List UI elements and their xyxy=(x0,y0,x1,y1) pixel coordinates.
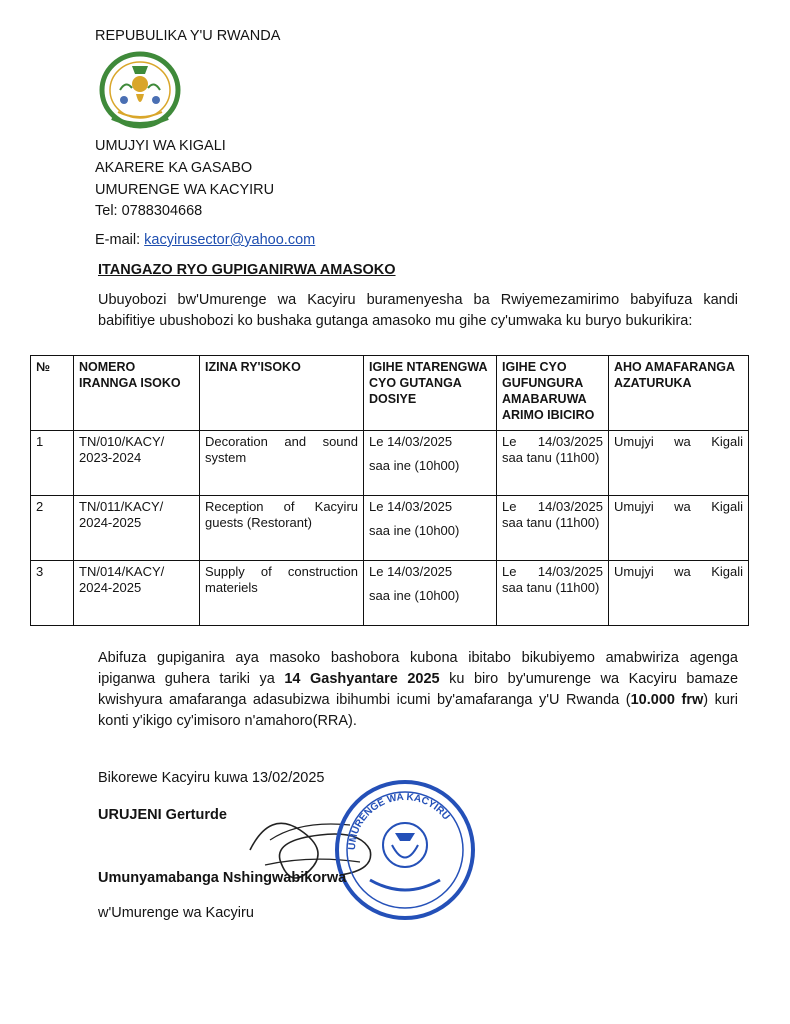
row-funding-source: Umujyi wa Kigali xyxy=(609,496,749,561)
email-link[interactable]: kacyirusector@yahoo.com xyxy=(144,232,316,248)
row-funding-source: Umujyi wa Kigali xyxy=(609,561,749,626)
sector-name: UMURENGE WA KACYIRU xyxy=(95,182,275,198)
header-tender-name: IZINA RY'ISOKO xyxy=(200,356,364,431)
row-number: 3 xyxy=(31,561,74,626)
row-tender-name: Decoration and sound system xyxy=(200,431,364,496)
signatory-role-sub: w'Umurenge wa Kacyiru xyxy=(98,905,254,921)
row-deadline xyxy=(364,561,497,626)
district-name: AKARERE KA GASABO xyxy=(95,160,253,176)
deadline-date: Le 14/03/2025 xyxy=(369,564,453,579)
deadline-time: saa ine (10h00) xyxy=(369,458,460,473)
issue-date-line: Bikorewe Kacyiru kuwa 13/02/2025 xyxy=(98,770,325,786)
row-tender-name: Supply of construction materiels xyxy=(200,561,364,626)
rwanda-coat-of-arms-icon xyxy=(92,50,188,136)
table-row xyxy=(31,431,749,496)
header-funding-source: AHO AMAFARANGA AZATURUKA xyxy=(609,356,749,431)
row-deadline xyxy=(364,431,497,496)
header-opening: IGIHE CYO GUFUNGURA AMABARUWA ARIMO IBICIRO xyxy=(497,356,609,431)
row-reference: TN/014/KACY/ 2024-2025 xyxy=(74,561,200,626)
body-text-1: Abifuza gupiganira aya masoko bashobora kubona ibitabo bikubiyemo amabwiriza agenga ipiganwa guhera tariki ya xyxy=(98,650,738,687)
deadline-time: saa ine (10h00) xyxy=(369,523,460,538)
phone-number: Tel: 0788304668 xyxy=(95,203,203,219)
tender-table xyxy=(30,355,749,626)
signatory-role: Umunyamabanga Nshingwabikorwa xyxy=(98,870,347,886)
deadline-date: Le 14/03/2025 xyxy=(369,499,453,514)
email-line xyxy=(95,232,315,248)
intro-paragraph: Ubuyobozi bw'Umurenge wa Kacyiru buramenyesha ba Rwiyemezamirimo babyifuza kandi babifitiye ubushobozi ko bushaka gutanga amasoko mu gihe cy'umwaka ku buryo bukurikira: xyxy=(98,292,738,329)
country-name: REPUBULIKA Y'U RWANDA xyxy=(95,28,281,44)
city-name: UMUJYI WA KIGALI xyxy=(95,138,226,154)
row-number: 1 xyxy=(31,431,74,496)
header-reference: NOMERO IRANNGA ISOKO xyxy=(74,356,200,431)
row-deadline xyxy=(364,496,497,561)
row-funding-source: Umujyi wa Kigali xyxy=(609,431,749,496)
deadline-date: Le 14/03/2025 xyxy=(369,434,453,449)
official-stamp-icon xyxy=(330,775,480,925)
bid-fee-amount: 10.000 frw xyxy=(630,692,704,708)
row-reference: TN/010/KACY/ 2023-2024 xyxy=(74,431,200,496)
row-opening: Le 14/03/2025 saa tanu (11h00) xyxy=(497,496,609,561)
deadline-time: saa ine (10h00) xyxy=(369,588,460,603)
bid-start-date: 14 Gashyantare 2025 xyxy=(284,671,440,687)
header-deadline: IGIHE NTARENGWA CYO GUTANGA DOSIYE xyxy=(364,356,497,431)
row-number: 2 xyxy=(31,496,74,561)
row-reference: TN/011/KACY/ 2024-2025 xyxy=(74,496,200,561)
stamp-text: UMURENGE WA KACYIRU xyxy=(346,791,452,851)
body-text-2: ku biro by'umurenge wa Kacyiru bamaze kwishyura amafaranga adasubizwa ibihumbi icumi by'amafaranga y'U Rwanda ( xyxy=(98,671,739,708)
row-opening: Le 14/03/2025 saa tanu (11h00) xyxy=(497,561,609,626)
table-row xyxy=(31,496,749,561)
row-opening: Le 14/03/2025 saa tanu (11h00) xyxy=(497,431,609,496)
body-text-3: ) kuri konti y'ikigo cy'imisoro n'amahoro(RRA). xyxy=(98,692,738,729)
email-label: E-mail: xyxy=(95,232,141,248)
table-row xyxy=(31,561,749,626)
header-number: № xyxy=(31,356,74,431)
row-tender-name: Reception of Kacyiru guests (Restorant) xyxy=(200,496,364,561)
body-paragraph xyxy=(98,648,738,732)
table-header-row xyxy=(31,356,749,431)
notice-title: ITANGAZO RYO GUPIGANIRWA AMASOKO xyxy=(98,262,396,278)
signatory-name: URUJENI Gerturde xyxy=(98,807,227,823)
